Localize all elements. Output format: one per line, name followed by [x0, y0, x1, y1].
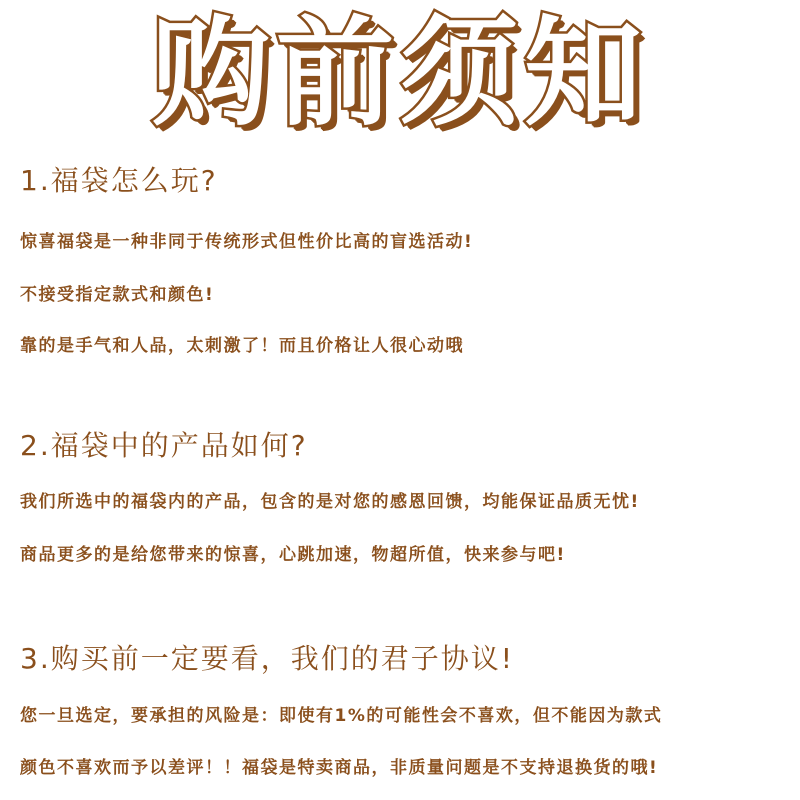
section-text-line: 不接受指定款式和颜色! [20, 285, 215, 305]
section-text-line: 您一旦选定，要承担的风险是：即使有1%的可能性会不喜欢，但不能因为款式 [20, 706, 663, 726]
section-heading: 2.福袋中的产品如何? [20, 429, 308, 462]
section-text-line: 商品更多的是给您带来的惊喜，心跳加速，物超所值，快来参与吧! [20, 545, 566, 565]
section-text-line: 靠的是手气和人品，太刺激了！而且价格让人很心动哦 [20, 336, 464, 356]
section-agreement [20, 641, 790, 791]
section-heading: 1.福袋怎么玩? [20, 164, 218, 197]
section-text-line: 我们所选中的福袋内的产品，包含的是对您的感恩回馈，均能保证品质无忧! [20, 492, 640, 512]
page-title: 购前须知 [151, 4, 648, 142]
section-product-quality [20, 428, 790, 578]
section-text-line: 惊喜福袋是一种非同于传统形式但性价比高的盲选活动! [20, 232, 474, 252]
section-heading: 3.购买前一定要看，我们的君子协议! [20, 642, 514, 675]
section-text-line: 颜色不喜欢而予以差评！！福袋是特卖商品，非质量问题是不支持退换货的哦! [20, 758, 659, 778]
section-how-to-play [20, 163, 790, 363]
